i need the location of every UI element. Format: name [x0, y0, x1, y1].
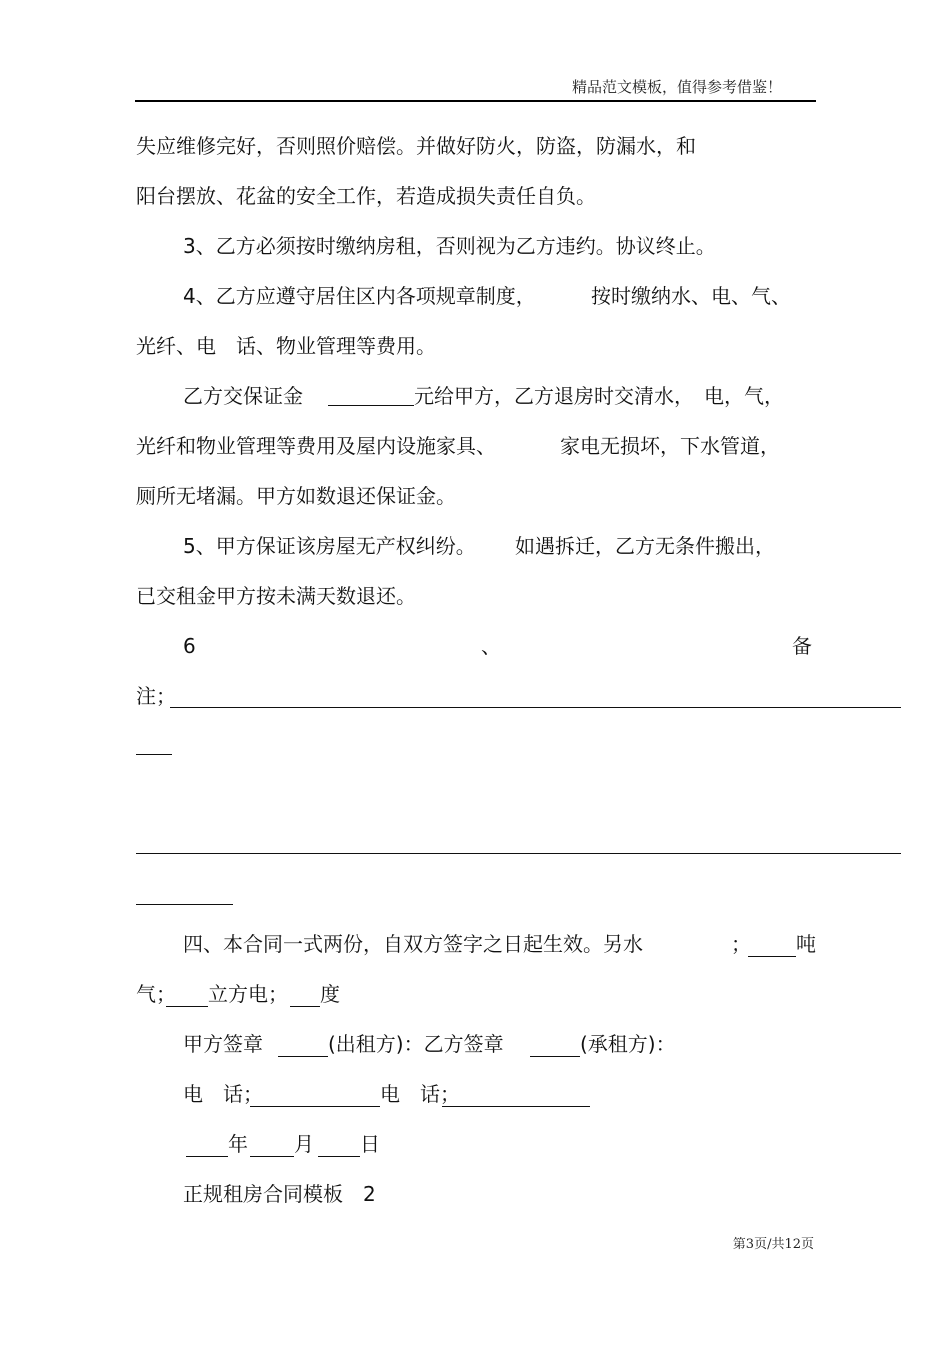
paragraph-line-part-1: 光纤和物业管理等费用及屋内设施家具、 — [136, 434, 496, 458]
electricity-unit: 度 — [320, 982, 340, 1006]
deposit-blank — [328, 383, 414, 412]
clause-6-number: 6 — [183, 634, 196, 658]
month-label: 月 — [294, 1132, 314, 1156]
gas-blank — [166, 1006, 208, 1007]
year-blank — [186, 1156, 228, 1157]
tenant-role: (承租方)： — [580, 1032, 676, 1056]
paragraph-line: 已交租金甲方按未满天数退还。 — [136, 584, 416, 608]
clause-3: 3、乙方必须按时缴纳房租，否则视为乙方违约。协议终止。 — [183, 234, 716, 258]
gas-label: 气； — [136, 982, 176, 1006]
paragraph-line: 阳台摆放、花盆的安全工作，若造成损失责任自负。 — [136, 184, 596, 208]
electricity-label: 立方电； — [208, 982, 288, 1006]
deposit-text: 元给甲方，乙方退房时交清水， 电，气， — [414, 384, 784, 408]
tenant-signature-blank — [530, 1056, 580, 1057]
next-section-title: 正规租房合同模板 2 — [183, 1182, 376, 1206]
tenant-phone-blank — [442, 1106, 590, 1107]
paragraph-line: 厕所无堵漏。甲方如数退还保证金。 — [136, 484, 456, 508]
clause-four-text: 四、本合同一式两份，自双方签字之日起生效。另水 — [183, 932, 643, 956]
water-blank — [748, 956, 796, 957]
landlord-phone-blank — [250, 1106, 380, 1107]
paragraph-line: 失应维修完好，否则照价赔偿。并做好防火，防盗，防漏水，和 — [136, 134, 696, 158]
clause-5-part-1: 5、甲方保证该房屋无产权纠纷。 — [183, 534, 476, 558]
header-rule — [135, 100, 816, 102]
tenant-phone-label: 电 话； — [380, 1082, 460, 1106]
remark-label: 注； — [136, 684, 176, 708]
remark-blank-line — [136, 853, 901, 854]
clause-4-part-1: 4、乙方应遵守居住区内各项规章制度， — [183, 284, 536, 308]
clause-6-remark-char: 备 — [792, 634, 812, 658]
tenant-signature-label: (出租方)：乙方签章 — [328, 1032, 504, 1056]
remark-blank-line — [136, 754, 172, 755]
day-label: 日 — [360, 1132, 380, 1156]
remark-blank-line — [136, 904, 233, 905]
landlord-signature-label: 甲方签章 — [183, 1032, 263, 1056]
clause-6-separator: 、 — [481, 634, 501, 658]
electricity-blank — [290, 1006, 320, 1007]
paragraph-line-part-2: 家电无损坏，下水管道， — [560, 434, 780, 458]
clause-5-part-2: 如遇拆迁，乙方无条件搬出， — [515, 534, 775, 558]
month-blank — [250, 1156, 294, 1157]
water-separator: ； — [731, 932, 751, 956]
page-number: 第3页/共12页 — [732, 1237, 814, 1252]
paragraph-line: 光纤、电 话、物业管理等费用。 — [136, 334, 436, 358]
landlord-phone-label: 电 话； — [183, 1082, 263, 1106]
year-label: 年 — [228, 1132, 248, 1156]
landlord-signature-blank — [278, 1056, 328, 1057]
clause-4-part-2: 按时缴纳水、电、气、 — [591, 284, 791, 308]
header-text: 精品范文模板，值得参考借鉴！ — [571, 78, 782, 96]
deposit-label: 乙方交保证金 — [183, 384, 303, 408]
day-blank — [318, 1156, 360, 1157]
remark-blank-line — [170, 707, 901, 708]
water-unit: 吨 — [796, 932, 816, 956]
